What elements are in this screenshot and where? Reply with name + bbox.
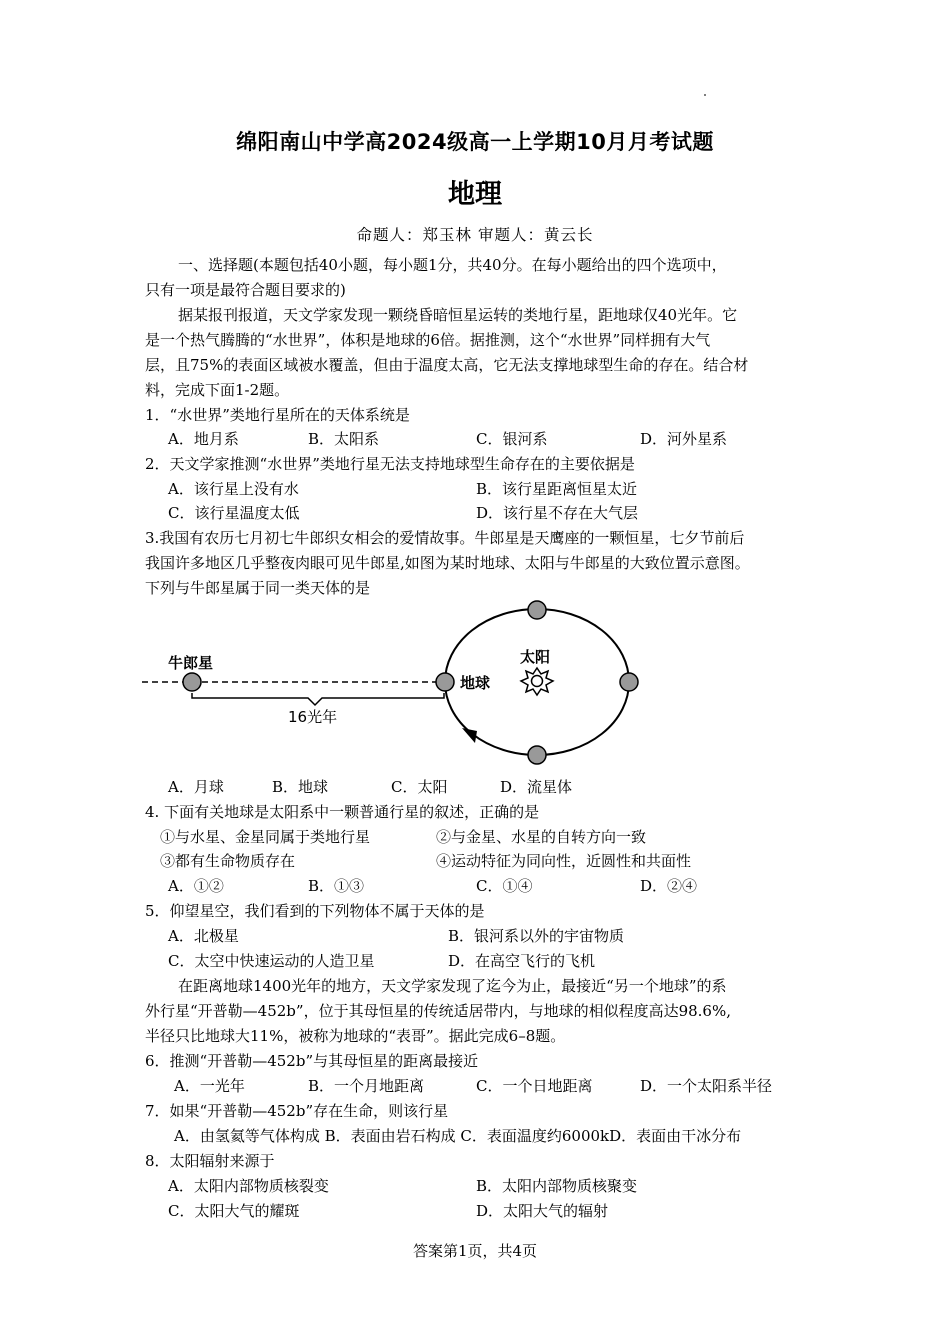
q1-option-d: D．河外星系 bbox=[640, 430, 728, 448]
section-line-2: 只有一项是最符合题目要求的) bbox=[145, 281, 346, 299]
q7-options: A．由氢氦等气体构成 B．表面由岩石构成 C．表面温度约6000kD．表面由干冰分布 bbox=[174, 1127, 742, 1145]
orbit-position-right-icon bbox=[620, 673, 638, 691]
q5-stem: 5．仰望星空，我们看到的下列物体不属于天体的是 bbox=[145, 902, 485, 920]
q2-stem: 2．天文学家推测“水世界”类地行星无法支持地球型生命存在的主要依据是 bbox=[145, 455, 635, 473]
q1-option-b: B．太阳系 bbox=[308, 430, 380, 448]
material1-line-1: 据某报刊报道，天文学家发现一颗绕昏暗恒星运转的类地行星，距地球仅40光年。它 bbox=[178, 306, 738, 324]
q4-stem: 4. 下面有关地球是太阳系中一颗普通行星的叙述，正确的是 bbox=[145, 803, 540, 821]
q7-stem: 7．如果“开普勒—452b”存在生命，则该行星 bbox=[145, 1102, 449, 1120]
q5-option-b: B．银河系以外的宇宙物质 bbox=[448, 927, 625, 945]
exam-title: 绵阳南山中学高2024级高一上学期10月月考试题 bbox=[236, 130, 714, 154]
distance-brace bbox=[192, 693, 444, 705]
material1-line-2: 是一个热气腾腾的“水世界”，体积是地球的6倍。据推测，这个“水世界”同样拥有大气 bbox=[145, 331, 711, 349]
q8-stem: 8．太阳辐射来源于 bbox=[145, 1152, 275, 1170]
q3-option-b: B．地球 bbox=[272, 778, 329, 796]
q4-option-d: D．②④ bbox=[640, 877, 698, 895]
material2-line-1: 在距离地球1400光年的地方，天文学家发现了迄今为止，最接近“另一个地球”的系 bbox=[178, 977, 727, 995]
q5-option-a: A．北极星 bbox=[168, 927, 239, 945]
material1-line-3: 层，且75%的表面区域被水覆盖，但由于温度太高，它无法支撑地球型生命的存在。结合材 bbox=[145, 356, 749, 374]
q4-statement-1: ①与水星、金星同属于类地行星 bbox=[160, 828, 371, 846]
altair-star-icon bbox=[183, 673, 201, 691]
earth-label: 地球 bbox=[460, 674, 491, 692]
earth-sun-altair-diagram bbox=[140, 600, 660, 775]
q3-option-a: A．月球 bbox=[168, 778, 224, 796]
q4-option-a: A．①② bbox=[168, 877, 224, 895]
q3-line-1: 3.我国有农历七月初七牛郎织女相会的爱情故事。牛郎星是天鹰座的一颗恒星，七夕节前后 bbox=[145, 529, 745, 547]
q4-statement-2: ②与金星、水星的自转方向一致 bbox=[436, 828, 647, 846]
sun-icon bbox=[521, 668, 553, 695]
q3-line-3: 下列与牛郎星属于同一类天体的是 bbox=[145, 579, 371, 597]
q2-option-b: B．该行星距离恒星太近 bbox=[476, 480, 638, 498]
scan-dot bbox=[704, 94, 706, 96]
q1-option-c: C．银河系 bbox=[476, 430, 548, 448]
q4-statement-3: ③都有生命物质存在 bbox=[160, 852, 296, 870]
q2-option-d: D．该行星不存在大气层 bbox=[476, 504, 639, 522]
altair-label: 牛郎星 bbox=[168, 654, 214, 672]
q5-option-c: C．太空中快速运动的人造卫星 bbox=[168, 952, 375, 970]
material2-line-3: 半径只比地球大11%，被称为地球的“表哥”。据此完成6–8题。 bbox=[145, 1027, 566, 1045]
subject-title: 地理 bbox=[448, 179, 502, 210]
q8-option-a: A．太阳内部物质核裂变 bbox=[168, 1177, 329, 1195]
orbit-position-top-icon bbox=[528, 601, 546, 619]
q6-option-a: A．一光年 bbox=[174, 1077, 245, 1095]
orbit-position-bottom-icon bbox=[528, 746, 546, 764]
q1-option-a: A．地月系 bbox=[168, 430, 239, 448]
q6-option-d: D．一个太阳系半径 bbox=[640, 1077, 773, 1095]
section-line-1: 一、选择题(本题包括40小题，每小题1分，共40分。在每小题给出的四个选项中， bbox=[178, 256, 727, 274]
material1-line-4: 料，完成下面1-2题。 bbox=[145, 381, 290, 399]
q4-option-b: B．①③ bbox=[308, 877, 365, 895]
q3-line-2: 我国许多地区几乎整夜肉眼可见牛郎星,如图为某时地球、太阳与牛郎星的大致位置示意图。 bbox=[145, 554, 750, 572]
material2-line-2: 外行星“开普勒—452b”，位于其母恒星的传统适居带内，与地球的相似程度高达98.6%, bbox=[145, 1002, 731, 1020]
q3-option-c: C．太阳 bbox=[391, 778, 448, 796]
earth-planet-icon bbox=[436, 673, 454, 691]
q3-option-d: D．流星体 bbox=[500, 778, 573, 796]
q8-option-d: D．太阳大气的辐射 bbox=[476, 1202, 609, 1220]
q4-statement-4: ④运动特征为同向性，近圆性和共面性 bbox=[436, 852, 692, 870]
q4-option-c: C．①④ bbox=[476, 877, 533, 895]
q5-option-d: D．在高空飞行的飞机 bbox=[448, 952, 596, 970]
authors-line: 命题人：郑玉林 审题人：黄云长 bbox=[356, 226, 594, 244]
q2-option-c: C．该行星温度太低 bbox=[168, 504, 300, 522]
q6-option-c: C．一个日地距离 bbox=[476, 1077, 593, 1095]
page-footer: 答案第1页，共4页 bbox=[412, 1242, 538, 1260]
sun-label: 太阳 bbox=[520, 648, 551, 666]
q8-option-b: B．太阳内部物质核聚变 bbox=[476, 1177, 638, 1195]
q8-option-c: C．太阳大气的耀斑 bbox=[168, 1202, 300, 1220]
q1-stem: 1．“水世界”类地行星所在的天体系统是 bbox=[145, 406, 410, 424]
q2-option-a: A．该行星上没有水 bbox=[168, 480, 299, 498]
q6-stem: 6．推测“开普勒—452b”与其母恒星的距离最接近 bbox=[145, 1052, 479, 1070]
distance-label: 16光年 bbox=[288, 708, 338, 726]
q6-option-b: B．一个月地距离 bbox=[308, 1077, 425, 1095]
orbit-direction-arrow-icon bbox=[462, 728, 477, 743]
